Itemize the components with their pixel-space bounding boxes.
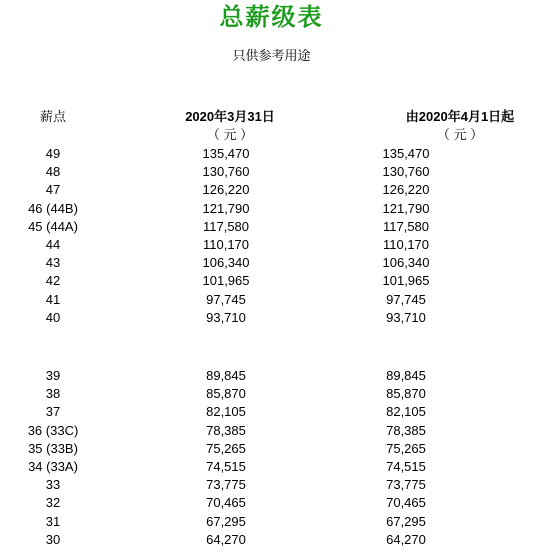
salary-2020-03-31-cell: 64,270: [206, 531, 246, 547]
salary-from-2020-04-01-cell: 93,710: [386, 309, 426, 325]
salary-2020-03-31-cell: 97,745: [206, 291, 246, 307]
page-title: 总薪级表: [219, 4, 324, 31]
pay-point-cell: 33: [45, 477, 61, 493]
salary-from-2020-04-01-cell: 135,470: [382, 146, 430, 161]
salary-from-2020-04-01-cell: 121,790: [382, 200, 430, 216]
pay-point-cell: 35 (33B): [28, 440, 78, 456]
pay-point-cell: 43: [45, 255, 61, 271]
salary-from-2020-04-01-cell: 74,515: [386, 458, 426, 474]
table-row: [0, 422, 543, 440]
salary-from-2020-04-01-cell: 78,385: [386, 422, 426, 438]
salary-table-group-2: [0, 367, 543, 549]
salary-2020-03-31-cell: 93,710: [206, 309, 246, 325]
header-date-col2: 由2020年4月1日起: [405, 109, 515, 124]
pay-point-cell: 42: [45, 273, 61, 289]
unit-label-col1: （ 元 ）: [206, 127, 254, 142]
table-row: [0, 385, 543, 403]
pay-point-cell: 36 (33C): [27, 422, 79, 438]
salary-2020-03-31-cell: 117,580: [202, 218, 250, 234]
salary-2020-03-31-cell: 85,870: [206, 386, 246, 402]
salary-table-group-1: [0, 145, 543, 327]
salary-from-2020-04-01-cell: 70,465: [386, 495, 426, 511]
table-row: [0, 367, 543, 385]
pay-point-cell: 44: [45, 236, 61, 252]
pay-point-cell: 49: [45, 146, 61, 161]
salary-2020-03-31-cell: 78,385: [206, 422, 246, 438]
salary-2020-03-31-cell: 126,220: [202, 182, 250, 198]
table-row: [0, 309, 543, 327]
header-pay-point: 薪点: [39, 109, 66, 124]
salary-2020-03-31-cell: 70,465: [206, 495, 246, 511]
table-row: [0, 145, 543, 163]
table-row: [0, 403, 543, 421]
unit-label-col2: （ 元 ）: [436, 127, 484, 142]
salary-from-2020-04-01-cell: 67,295: [386, 513, 426, 529]
pay-point-cell: 47: [45, 182, 61, 198]
table-row: [0, 531, 543, 549]
table-row: [0, 513, 543, 531]
salary-from-2020-04-01-cell: 97,745: [386, 291, 426, 307]
salary-from-2020-04-01-cell: 64,270: [386, 531, 426, 547]
salary-from-2020-04-01-cell: 110,170: [382, 236, 430, 252]
salary-from-2020-04-01-cell: 130,760: [382, 164, 430, 180]
salary-2020-03-31-cell: 110,170: [202, 236, 250, 252]
salary-from-2020-04-01-cell: 126,220: [382, 182, 430, 198]
salary-2020-03-31-cell: 75,265: [206, 440, 246, 456]
pay-point-cell: 34 (33A): [28, 458, 78, 474]
salary-from-2020-04-01-cell: 89,845: [386, 368, 426, 383]
salary-2020-03-31-cell: 74,515: [206, 458, 246, 474]
table-row: [0, 494, 543, 512]
salary-2020-03-31-cell: 67,295: [206, 513, 246, 529]
table-row: [0, 181, 543, 199]
salary-from-2020-04-01-cell: 73,775: [386, 477, 426, 493]
pay-point-cell: 39: [45, 368, 61, 383]
table-row: [0, 458, 543, 476]
salary-from-2020-04-01-cell: 106,340: [382, 255, 430, 271]
salary-from-2020-04-01-cell: 82,105: [386, 404, 426, 420]
table-row: [0, 236, 543, 254]
page-subtitle: 只供参考用途: [232, 48, 311, 63]
salary-2020-03-31-cell: 89,845: [206, 368, 246, 383]
salary-2020-03-31-cell: 82,105: [206, 404, 246, 420]
salary-2020-03-31-cell: 135,470: [202, 146, 250, 161]
pay-point-cell: 45 (44A): [28, 218, 78, 234]
salary-from-2020-04-01-cell: 85,870: [386, 386, 426, 402]
salary-2020-03-31-cell: 130,760: [202, 164, 250, 180]
salary-2020-03-31-cell: 73,775: [206, 477, 246, 493]
salary-from-2020-04-01-cell: 117,580: [382, 218, 430, 234]
pay-point-cell: 32: [45, 495, 61, 511]
table-row: [0, 163, 543, 181]
pay-point-cell: 37: [45, 404, 61, 420]
salary-2020-03-31-cell: 121,790: [202, 200, 250, 216]
pay-point-cell: 48: [45, 164, 61, 180]
table-row: [0, 254, 543, 272]
pay-point-cell: 31: [45, 513, 61, 529]
table-row: [0, 440, 543, 458]
pay-point-cell: 46 (44B): [28, 200, 78, 216]
table-row: [0, 291, 543, 309]
salary-from-2020-04-01-cell: 101,965: [382, 273, 430, 289]
pay-point-cell: 41: [45, 291, 61, 307]
salary-from-2020-04-01-cell: 75,265: [386, 440, 426, 456]
pay-point-cell: 30: [45, 531, 61, 547]
table-row: [0, 476, 543, 494]
table-row: [0, 272, 543, 290]
header-date-col1: 2020年3月31日: [185, 109, 275, 124]
pay-point-cell: 38: [45, 386, 61, 402]
salary-2020-03-31-cell: 106,340: [202, 255, 250, 271]
table-row: [0, 218, 543, 236]
pay-point-cell: 40: [45, 309, 61, 325]
salary-2020-03-31-cell: 101,965: [202, 273, 250, 289]
table-row: [0, 200, 543, 218]
